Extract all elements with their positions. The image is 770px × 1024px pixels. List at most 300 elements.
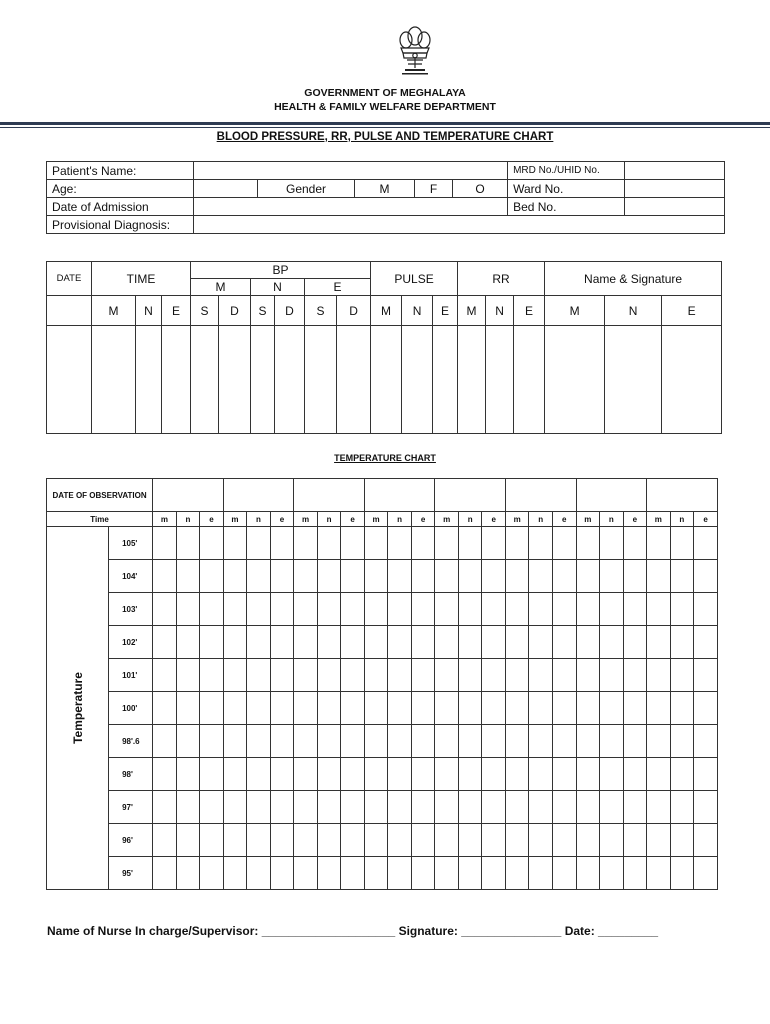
- temperature-cell[interactable]: [458, 527, 482, 560]
- temperature-cell[interactable]: [694, 659, 718, 692]
- temperature-cell[interactable]: [176, 824, 200, 857]
- temperature-cell[interactable]: [647, 791, 671, 824]
- temperature-cell[interactable]: [270, 659, 294, 692]
- temperature-cell[interactable]: [623, 659, 647, 692]
- temperature-cell[interactable]: [647, 725, 671, 758]
- temperature-cell[interactable]: [388, 593, 412, 626]
- temperature-cell[interactable]: [411, 791, 435, 824]
- temperature-cell[interactable]: [223, 857, 247, 890]
- temperature-cell[interactable]: [505, 824, 529, 857]
- temperature-cell[interactable]: [411, 560, 435, 593]
- temperature-cell[interactable]: [317, 560, 341, 593]
- temperature-cell[interactable]: [482, 857, 506, 890]
- temperature-cell[interactable]: [270, 791, 294, 824]
- temperature-cell[interactable]: [223, 659, 247, 692]
- bed-field[interactable]: [625, 198, 725, 216]
- temperature-cell[interactable]: [647, 560, 671, 593]
- temperature-cell[interactable]: [600, 725, 624, 758]
- temperature-cell[interactable]: [153, 560, 177, 593]
- vitals-entry-cell[interactable]: [162, 326, 191, 434]
- temperature-cell[interactable]: [364, 560, 388, 593]
- temperature-cell[interactable]: [529, 593, 553, 626]
- temperature-cell[interactable]: [153, 725, 177, 758]
- temperature-cell[interactable]: [223, 527, 247, 560]
- temperature-cell[interactable]: [341, 593, 365, 626]
- temperature-cell[interactable]: [200, 626, 224, 659]
- temperature-cell[interactable]: [294, 692, 318, 725]
- gender-option-m[interactable]: M: [355, 180, 415, 198]
- temperature-cell[interactable]: [647, 659, 671, 692]
- temperature-cell[interactable]: [694, 560, 718, 593]
- temperature-cell[interactable]: [458, 791, 482, 824]
- temperature-cell[interactable]: [552, 659, 576, 692]
- temperature-cell[interactable]: [505, 527, 529, 560]
- temperature-cell[interactable]: [458, 758, 482, 791]
- temperature-cell[interactable]: [505, 857, 529, 890]
- temperature-cell[interactable]: [388, 791, 412, 824]
- temperature-cell[interactable]: [600, 692, 624, 725]
- temperature-cell[interactable]: [600, 527, 624, 560]
- temperature-cell[interactable]: [341, 560, 365, 593]
- temperature-cell[interactable]: [647, 593, 671, 626]
- temperature-cell[interactable]: [294, 758, 318, 791]
- temperature-cell[interactable]: [247, 560, 271, 593]
- temperature-cell[interactable]: [529, 824, 553, 857]
- temperature-cell[interactable]: [176, 725, 200, 758]
- temperature-cell[interactable]: [670, 857, 694, 890]
- temperature-cell[interactable]: [411, 857, 435, 890]
- temperature-cell[interactable]: [482, 791, 506, 824]
- temperature-cell[interactable]: [388, 824, 412, 857]
- observation-date-cell[interactable]: [223, 479, 294, 512]
- temperature-cell[interactable]: [364, 857, 388, 890]
- temperature-cell[interactable]: [552, 791, 576, 824]
- vitals-entry-cell[interactable]: [47, 326, 92, 434]
- temperature-cell[interactable]: [341, 824, 365, 857]
- temperature-cell[interactable]: [200, 593, 224, 626]
- temperature-cell[interactable]: [623, 593, 647, 626]
- signature-field[interactable]: Signature: _______________: [398, 924, 562, 938]
- temperature-cell[interactable]: [576, 857, 600, 890]
- temperature-cell[interactable]: [388, 857, 412, 890]
- temperature-cell[interactable]: [552, 824, 576, 857]
- temperature-cell[interactable]: [552, 560, 576, 593]
- temperature-cell[interactable]: [647, 527, 671, 560]
- vitals-entry-cell[interactable]: [219, 326, 251, 434]
- temperature-cell[interactable]: [223, 692, 247, 725]
- temperature-cell[interactable]: [623, 857, 647, 890]
- temperature-cell[interactable]: [364, 791, 388, 824]
- temperature-cell[interactable]: [576, 725, 600, 758]
- temperature-cell[interactable]: [576, 791, 600, 824]
- temperature-cell[interactable]: [694, 758, 718, 791]
- temperature-cell[interactable]: [364, 824, 388, 857]
- temperature-cell[interactable]: [411, 824, 435, 857]
- vitals-entry-cell[interactable]: [337, 326, 371, 434]
- temperature-cell[interactable]: [482, 593, 506, 626]
- temperature-cell[interactable]: [176, 857, 200, 890]
- temperature-cell[interactable]: [600, 659, 624, 692]
- temperature-cell[interactable]: [552, 857, 576, 890]
- temperature-cell[interactable]: [411, 527, 435, 560]
- temperature-cell[interactable]: [529, 659, 553, 692]
- temperature-cell[interactable]: [694, 692, 718, 725]
- temperature-cell[interactable]: [388, 758, 412, 791]
- temperature-cell[interactable]: [576, 527, 600, 560]
- temperature-cell[interactable]: [247, 593, 271, 626]
- temperature-cell[interactable]: [270, 824, 294, 857]
- temperature-cell[interactable]: [576, 560, 600, 593]
- temperature-cell[interactable]: [388, 626, 412, 659]
- temperature-cell[interactable]: [482, 560, 506, 593]
- temperature-cell[interactable]: [576, 593, 600, 626]
- vitals-entry-cell[interactable]: [605, 326, 662, 434]
- temperature-cell[interactable]: [388, 725, 412, 758]
- temperature-cell[interactable]: [317, 758, 341, 791]
- temperature-cell[interactable]: [670, 824, 694, 857]
- temperature-cell[interactable]: [435, 659, 459, 692]
- temperature-cell[interactable]: [435, 857, 459, 890]
- temperature-cell[interactable]: [458, 626, 482, 659]
- temperature-cell[interactable]: [529, 791, 553, 824]
- vitals-entry-cell[interactable]: [136, 326, 162, 434]
- temperature-cell[interactable]: [623, 725, 647, 758]
- temperature-cell[interactable]: [505, 725, 529, 758]
- temperature-cell[interactable]: [458, 725, 482, 758]
- temperature-cell[interactable]: [505, 626, 529, 659]
- temperature-cell[interactable]: [294, 560, 318, 593]
- temperature-cell[interactable]: [223, 626, 247, 659]
- temperature-cell[interactable]: [482, 626, 506, 659]
- vitals-entry-cell[interactable]: [305, 326, 337, 434]
- temperature-cell[interactable]: [200, 527, 224, 560]
- temperature-cell[interactable]: [435, 593, 459, 626]
- mrd-field[interactable]: [625, 162, 725, 180]
- temperature-cell[interactable]: [647, 824, 671, 857]
- temperature-cell[interactable]: [247, 527, 271, 560]
- temperature-cell[interactable]: [623, 824, 647, 857]
- temperature-cell[interactable]: [411, 758, 435, 791]
- temperature-cell[interactable]: [552, 692, 576, 725]
- observation-date-cell[interactable]: [294, 479, 365, 512]
- temperature-cell[interactable]: [458, 560, 482, 593]
- temperature-cell[interactable]: [576, 659, 600, 692]
- temperature-cell[interactable]: [176, 626, 200, 659]
- temperature-cell[interactable]: [435, 692, 459, 725]
- temperature-cell[interactable]: [317, 824, 341, 857]
- temperature-cell[interactable]: [670, 725, 694, 758]
- vitals-entry-cell[interactable]: [92, 326, 136, 434]
- temperature-cell[interactable]: [552, 725, 576, 758]
- temperature-cell[interactable]: [647, 626, 671, 659]
- temperature-cell[interactable]: [411, 725, 435, 758]
- temperature-cell[interactable]: [223, 824, 247, 857]
- temperature-cell[interactable]: [435, 560, 459, 593]
- temperature-cell[interactable]: [200, 758, 224, 791]
- temperature-cell[interactable]: [176, 527, 200, 560]
- temperature-cell[interactable]: [341, 857, 365, 890]
- temperature-cell[interactable]: [247, 659, 271, 692]
- temperature-cell[interactable]: [529, 626, 553, 659]
- temperature-cell[interactable]: [200, 659, 224, 692]
- temperature-cell[interactable]: [670, 560, 694, 593]
- temperature-cell[interactable]: [411, 593, 435, 626]
- temperature-cell[interactable]: [388, 659, 412, 692]
- temperature-cell[interactable]: [223, 791, 247, 824]
- temperature-cell[interactable]: [364, 593, 388, 626]
- temperature-cell[interactable]: [153, 791, 177, 824]
- vitals-entry-cell[interactable]: [458, 326, 486, 434]
- temperature-cell[interactable]: [270, 725, 294, 758]
- temperature-cell[interactable]: [294, 824, 318, 857]
- temperature-cell[interactable]: [294, 626, 318, 659]
- temperature-cell[interactable]: [411, 659, 435, 692]
- temperature-cell[interactable]: [670, 593, 694, 626]
- observation-date-cell[interactable]: [647, 479, 718, 512]
- observation-date-cell[interactable]: [576, 479, 647, 512]
- observation-date-cell[interactable]: [364, 479, 435, 512]
- gender-option-o[interactable]: O: [453, 180, 508, 198]
- temperature-cell[interactable]: [600, 857, 624, 890]
- observation-date-cell[interactable]: [153, 479, 224, 512]
- temperature-cell[interactable]: [153, 692, 177, 725]
- temperature-cell[interactable]: [435, 527, 459, 560]
- temperature-cell[interactable]: [153, 857, 177, 890]
- temperature-cell[interactable]: [647, 692, 671, 725]
- temperature-cell[interactable]: [223, 758, 247, 791]
- patient-name-field[interactable]: [194, 162, 508, 180]
- temperature-cell[interactable]: [435, 725, 459, 758]
- temperature-cell[interactable]: [694, 725, 718, 758]
- temperature-cell[interactable]: [411, 626, 435, 659]
- temperature-cell[interactable]: [388, 692, 412, 725]
- temperature-cell[interactable]: [294, 725, 318, 758]
- temperature-cell[interactable]: [623, 791, 647, 824]
- temperature-cell[interactable]: [364, 758, 388, 791]
- temperature-cell[interactable]: [247, 626, 271, 659]
- vitals-entry-cell[interactable]: [371, 326, 402, 434]
- temperature-cell[interactable]: [270, 758, 294, 791]
- temperature-cell[interactable]: [529, 725, 553, 758]
- temperature-cell[interactable]: [294, 659, 318, 692]
- temperature-cell[interactable]: [317, 593, 341, 626]
- temperature-cell[interactable]: [270, 527, 294, 560]
- temperature-cell[interactable]: [176, 758, 200, 791]
- temperature-cell[interactable]: [317, 692, 341, 725]
- temperature-cell[interactable]: [247, 791, 271, 824]
- temperature-cell[interactable]: [223, 593, 247, 626]
- temperature-cell[interactable]: [153, 824, 177, 857]
- vitals-entry-cell[interactable]: [545, 326, 605, 434]
- temperature-cell[interactable]: [435, 791, 459, 824]
- temperature-cell[interactable]: [482, 725, 506, 758]
- temperature-cell[interactable]: [294, 527, 318, 560]
- temperature-cell[interactable]: [270, 560, 294, 593]
- temperature-cell[interactable]: [153, 593, 177, 626]
- temperature-cell[interactable]: [270, 593, 294, 626]
- temperature-cell[interactable]: [529, 692, 553, 725]
- temperature-cell[interactable]: [223, 725, 247, 758]
- vitals-entry-cell[interactable]: [433, 326, 458, 434]
- date-field[interactable]: Date: _________: [564, 924, 659, 938]
- temperature-cell[interactable]: [482, 692, 506, 725]
- temperature-cell[interactable]: [505, 692, 529, 725]
- temperature-cell[interactable]: [482, 824, 506, 857]
- temperature-cell[interactable]: [176, 659, 200, 692]
- temperature-cell[interactable]: [388, 527, 412, 560]
- temperature-cell[interactable]: [247, 725, 271, 758]
- temperature-cell[interactable]: [694, 791, 718, 824]
- temperature-cell[interactable]: [600, 758, 624, 791]
- temperature-cell[interactable]: [317, 527, 341, 560]
- temperature-cell[interactable]: [364, 725, 388, 758]
- temperature-cell[interactable]: [247, 824, 271, 857]
- temperature-cell[interactable]: [670, 791, 694, 824]
- temperature-cell[interactable]: [458, 659, 482, 692]
- temperature-cell[interactable]: [600, 560, 624, 593]
- temperature-cell[interactable]: [341, 692, 365, 725]
- temperature-cell[interactable]: [505, 593, 529, 626]
- vitals-entry-cell[interactable]: [402, 326, 433, 434]
- temperature-cell[interactable]: [411, 692, 435, 725]
- temperature-cell[interactable]: [364, 626, 388, 659]
- temperature-cell[interactable]: [505, 758, 529, 791]
- temperature-cell[interactable]: [458, 824, 482, 857]
- temperature-cell[interactable]: [364, 527, 388, 560]
- temperature-cell[interactable]: [153, 626, 177, 659]
- vitals-entry-cell[interactable]: [662, 326, 722, 434]
- temperature-cell[interactable]: [200, 791, 224, 824]
- temperature-cell[interactable]: [317, 659, 341, 692]
- temperature-cell[interactable]: [623, 758, 647, 791]
- temperature-cell[interactable]: [694, 824, 718, 857]
- temperature-cell[interactable]: [482, 527, 506, 560]
- temperature-cell[interactable]: [294, 593, 318, 626]
- temperature-cell[interactable]: [341, 659, 365, 692]
- temperature-cell[interactable]: [176, 593, 200, 626]
- temperature-cell[interactable]: [600, 791, 624, 824]
- ward-field[interactable]: [625, 180, 725, 198]
- temperature-cell[interactable]: [435, 758, 459, 791]
- temperature-cell[interactable]: [294, 791, 318, 824]
- temperature-cell[interactable]: [482, 659, 506, 692]
- temperature-cell[interactable]: [670, 527, 694, 560]
- temperature-cell[interactable]: [600, 824, 624, 857]
- temperature-cell[interactable]: [600, 626, 624, 659]
- vitals-entry-cell[interactable]: [275, 326, 305, 434]
- temperature-cell[interactable]: [341, 626, 365, 659]
- temperature-cell[interactable]: [623, 692, 647, 725]
- temperature-cell[interactable]: [505, 659, 529, 692]
- temperature-cell[interactable]: [529, 857, 553, 890]
- age-field[interactable]: [194, 180, 258, 198]
- temperature-cell[interactable]: [529, 758, 553, 791]
- temperature-cell[interactable]: [153, 758, 177, 791]
- temperature-cell[interactable]: [341, 725, 365, 758]
- temperature-cell[interactable]: [200, 857, 224, 890]
- temperature-cell[interactable]: [670, 626, 694, 659]
- temperature-cell[interactable]: [200, 824, 224, 857]
- temperature-cell[interactable]: [294, 857, 318, 890]
- temperature-cell[interactable]: [317, 725, 341, 758]
- temperature-cell[interactable]: [223, 560, 247, 593]
- vitals-entry-cell[interactable]: [486, 326, 514, 434]
- temperature-cell[interactable]: [270, 692, 294, 725]
- gender-option-f[interactable]: F: [415, 180, 453, 198]
- temperature-cell[interactable]: [647, 857, 671, 890]
- admission-field[interactable]: [194, 198, 508, 216]
- temperature-cell[interactable]: [670, 692, 694, 725]
- temperature-cell[interactable]: [623, 560, 647, 593]
- temperature-cell[interactable]: [694, 593, 718, 626]
- temperature-cell[interactable]: [529, 560, 553, 593]
- temperature-cell[interactable]: [341, 758, 365, 791]
- temperature-cell[interactable]: [317, 791, 341, 824]
- temperature-cell[interactable]: [576, 824, 600, 857]
- temperature-cell[interactable]: [317, 626, 341, 659]
- temperature-cell[interactable]: [364, 692, 388, 725]
- temperature-cell[interactable]: [647, 758, 671, 791]
- temperature-cell[interactable]: [623, 527, 647, 560]
- temperature-cell[interactable]: [623, 626, 647, 659]
- temperature-cell[interactable]: [341, 527, 365, 560]
- observation-date-cell[interactable]: [505, 479, 576, 512]
- temperature-cell[interactable]: [552, 593, 576, 626]
- temperature-cell[interactable]: [482, 758, 506, 791]
- temperature-cell[interactable]: [153, 659, 177, 692]
- temperature-cell[interactable]: [529, 527, 553, 560]
- temperature-cell[interactable]: [341, 791, 365, 824]
- vitals-entry-cell[interactable]: [191, 326, 219, 434]
- temperature-cell[interactable]: [576, 692, 600, 725]
- temperature-cell[interactable]: [505, 560, 529, 593]
- temperature-cell[interactable]: [458, 593, 482, 626]
- temperature-cell[interactable]: [247, 692, 271, 725]
- observation-date-cell[interactable]: [435, 479, 506, 512]
- vitals-entry-cell[interactable]: [514, 326, 545, 434]
- temperature-cell[interactable]: [200, 560, 224, 593]
- vitals-entry-cell[interactable]: [251, 326, 275, 434]
- temperature-cell[interactable]: [153, 527, 177, 560]
- temperature-cell[interactable]: [200, 725, 224, 758]
- temperature-cell[interactable]: [247, 857, 271, 890]
- temperature-cell[interactable]: [270, 626, 294, 659]
- temperature-cell[interactable]: [576, 626, 600, 659]
- temperature-cell[interactable]: [176, 692, 200, 725]
- temperature-cell[interactable]: [670, 758, 694, 791]
- diagnosis-field[interactable]: [194, 216, 725, 234]
- temperature-cell[interactable]: [694, 527, 718, 560]
- temperature-cell[interactable]: [364, 659, 388, 692]
- temperature-cell[interactable]: [317, 857, 341, 890]
- temperature-cell[interactable]: [435, 626, 459, 659]
- temperature-cell[interactable]: [694, 857, 718, 890]
- temperature-cell[interactable]: [576, 758, 600, 791]
- temperature-cell[interactable]: [270, 857, 294, 890]
- temperature-cell[interactable]: [200, 692, 224, 725]
- temperature-cell[interactable]: [670, 659, 694, 692]
- temperature-cell[interactable]: [600, 593, 624, 626]
- nurse-name-field[interactable]: Name of Nurse In charge/Supervisor: ____________________: [47, 924, 396, 938]
- temperature-cell[interactable]: [694, 626, 718, 659]
- temperature-cell[interactable]: [505, 791, 529, 824]
- temperature-cell[interactable]: [176, 791, 200, 824]
- temperature-cell[interactable]: [247, 758, 271, 791]
- temperature-cell[interactable]: [435, 824, 459, 857]
- temperature-cell[interactable]: [458, 692, 482, 725]
- temperature-cell[interactable]: [176, 560, 200, 593]
- temperature-cell[interactable]: [458, 857, 482, 890]
